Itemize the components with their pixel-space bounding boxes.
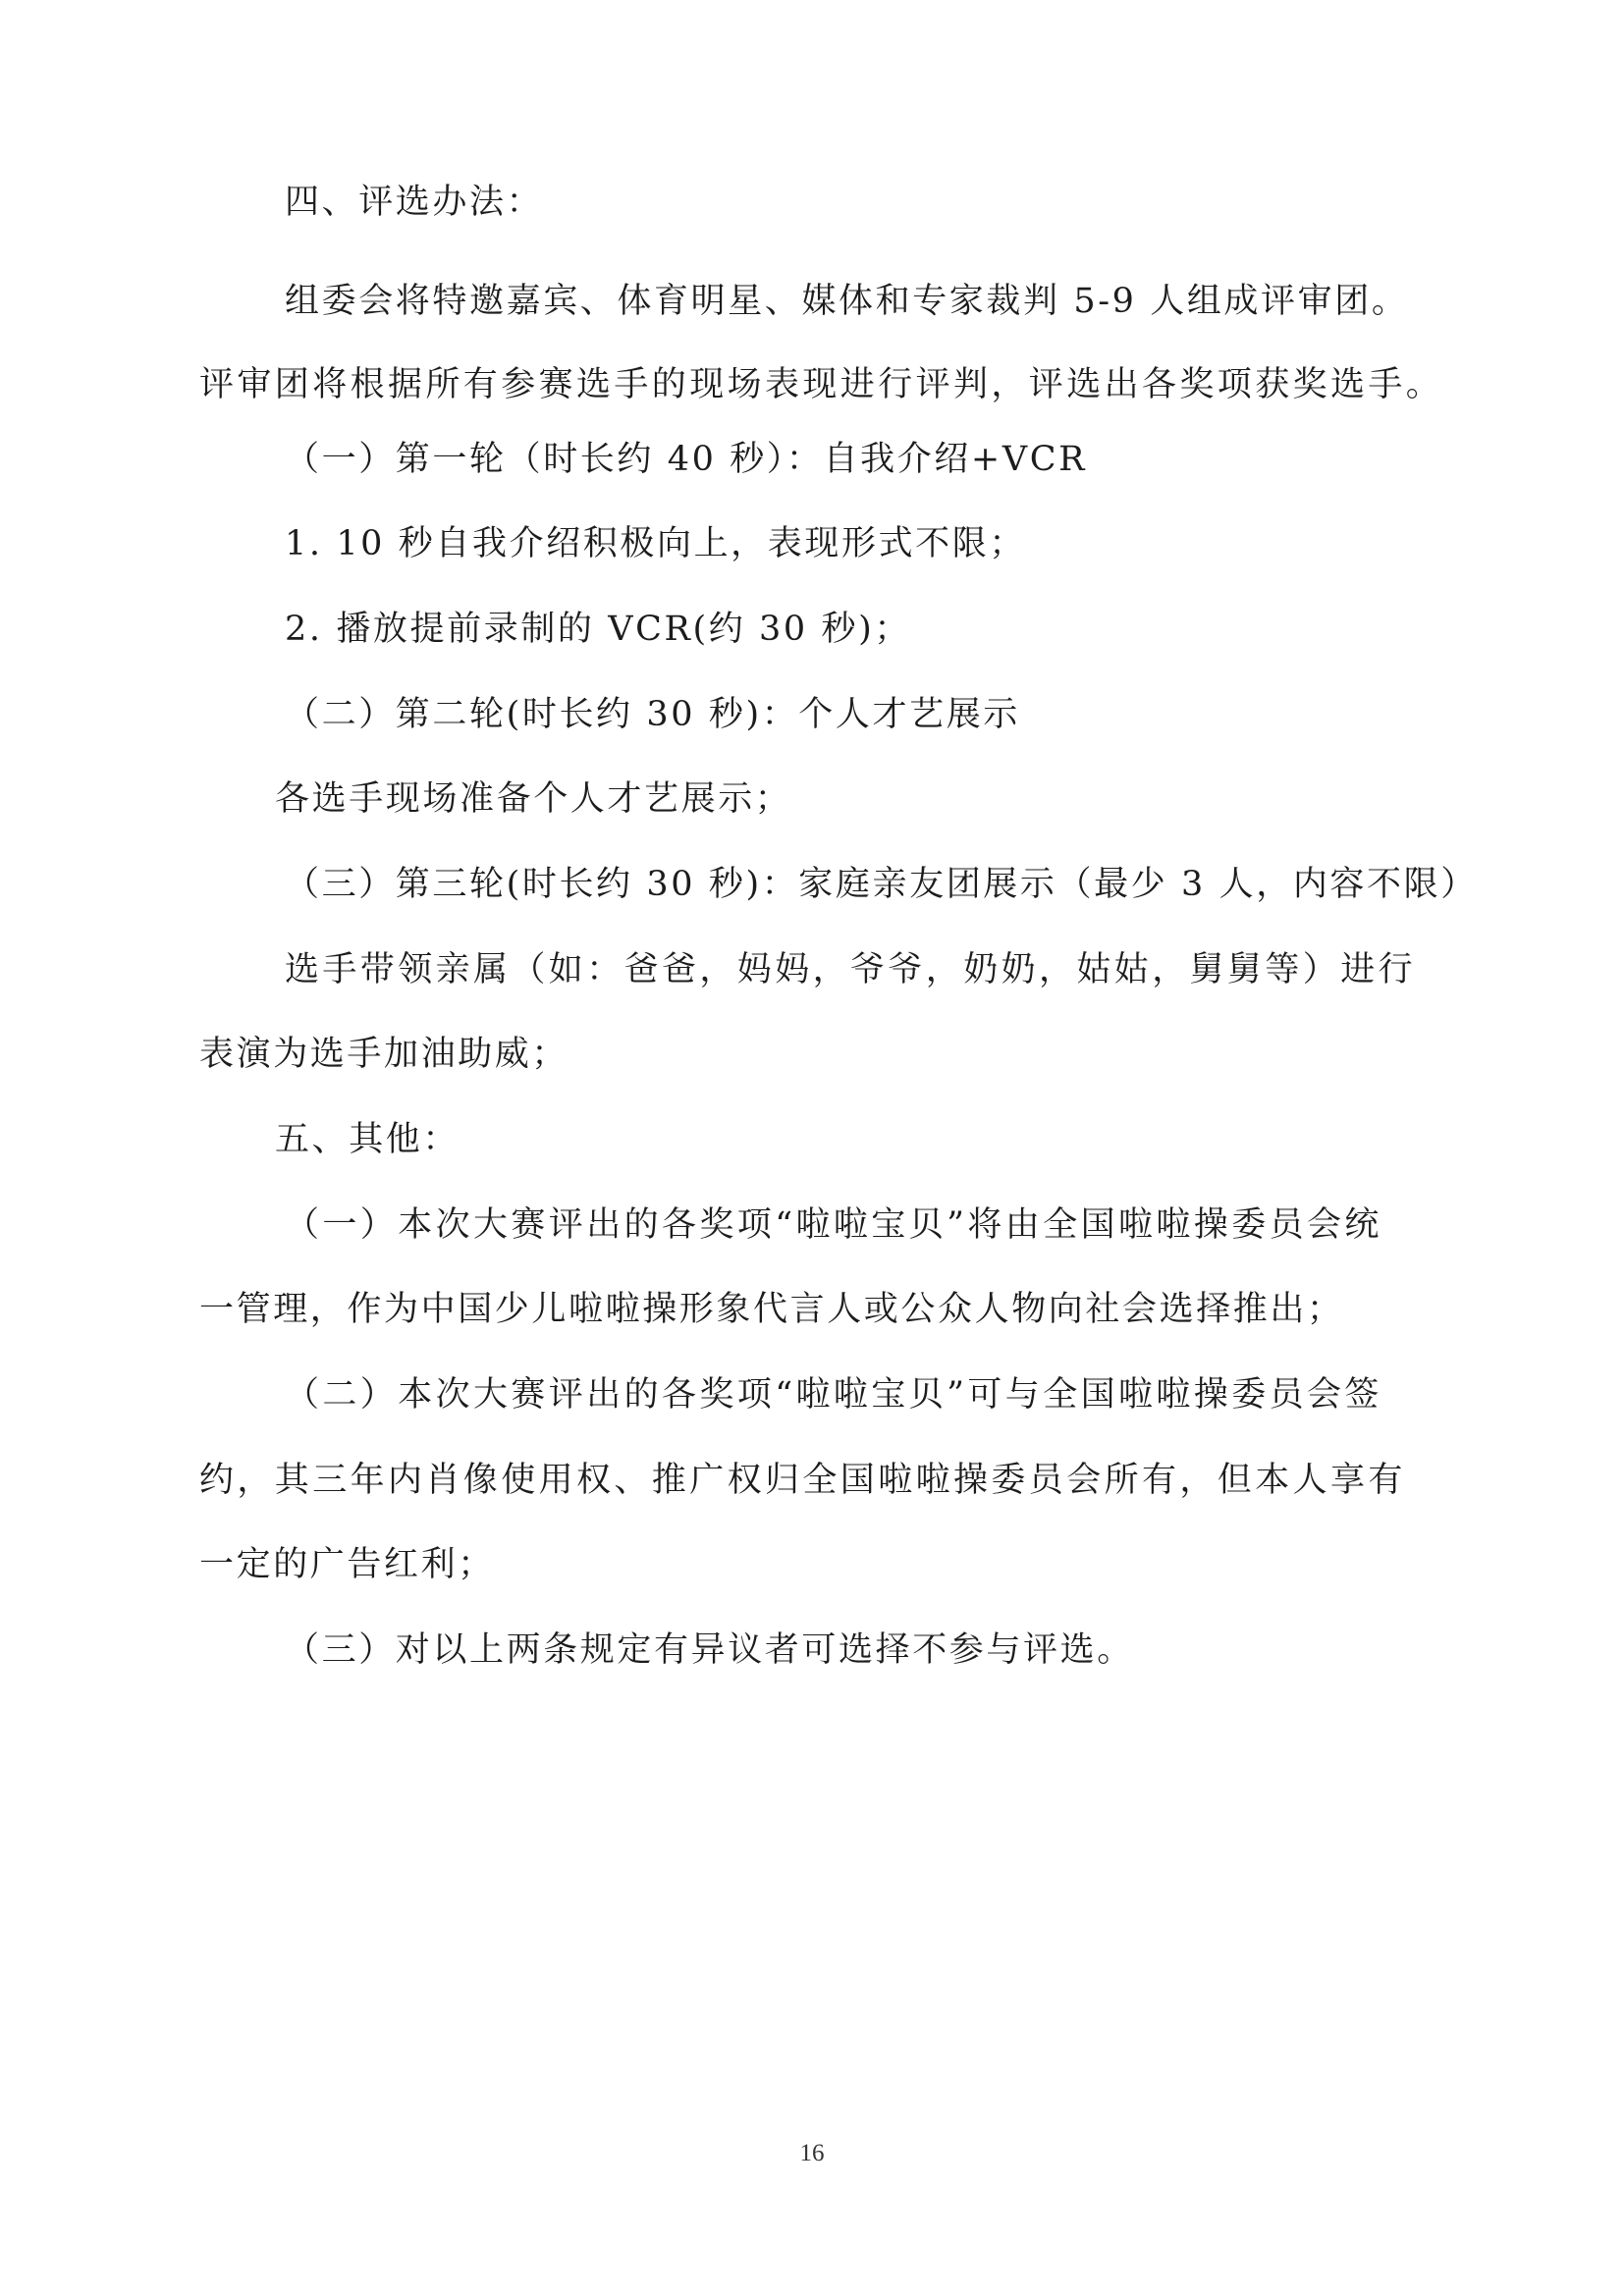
section-heading-evaluation: 四、评选办法： [285,183,544,222]
round-one-item-2: 2. 播放提前录制的 VCR(约 30 秒)； [285,610,911,649]
round-one-item-1: 1. 10 秒自我介绍积极向上，表现形式不限； [285,524,1026,563]
other-item-2-line-3: 一定的广告红利； [199,1545,495,1584]
section-heading-other: 五、其他： [275,1120,460,1159]
round-three-description-line-2: 表演为选手加油助威； [199,1035,569,1074]
round-three-heading: （三）第三轮(时长约 30 秒)：家庭亲友团展示（最少 3 人，内容不限） [285,865,1478,904]
round-one-heading: （一）第一轮（时长约 40 秒）：自我介绍+VCR [285,440,1088,479]
other-item-2-line-1: （二）本次大赛评出的各奖项“啦啦宝贝”可与全国啦啦操委员会签 [285,1375,1382,1415]
other-item-2-line-2: 约，其三年内肖像使用权、推广权归全国啦啦操委员会所有，但本人享有 [199,1461,1406,1500]
paragraph-jury-line-1: 组委会将特邀嘉宾、体育明星、媒体和专家裁判 5-9 人组成评审团。 [285,282,1409,321]
other-item-1-line-1: （一）本次大赛评出的各奖项“啦啦宝贝”将由全国啦啦操委员会统 [285,1205,1382,1245]
page-number: 16 [799,2140,825,2166]
other-item-1-line-2: 一管理，作为中国少儿啦啦操形象代言人或公众人物向社会选择推出； [199,1290,1344,1329]
round-three-description-line-1: 选手带领亲属（如：爸爸，妈妈，爷爷，奶奶，姑姑，舅舅等）进行 [285,950,1417,989]
round-two-description: 各选手现场准备个人才艺展示； [275,779,792,819]
other-item-3: （三）对以上两条规定有异议者可选择不参与评选。 [285,1630,1134,1670]
round-two-heading: （二）第二轮(时长约 30 秒)：个人才艺展示 [285,695,1020,734]
paragraph-jury-line-2: 评审团将根据所有参赛选手的现场表现进行评判，评选出各奖项获奖选手。 [199,365,1444,404]
